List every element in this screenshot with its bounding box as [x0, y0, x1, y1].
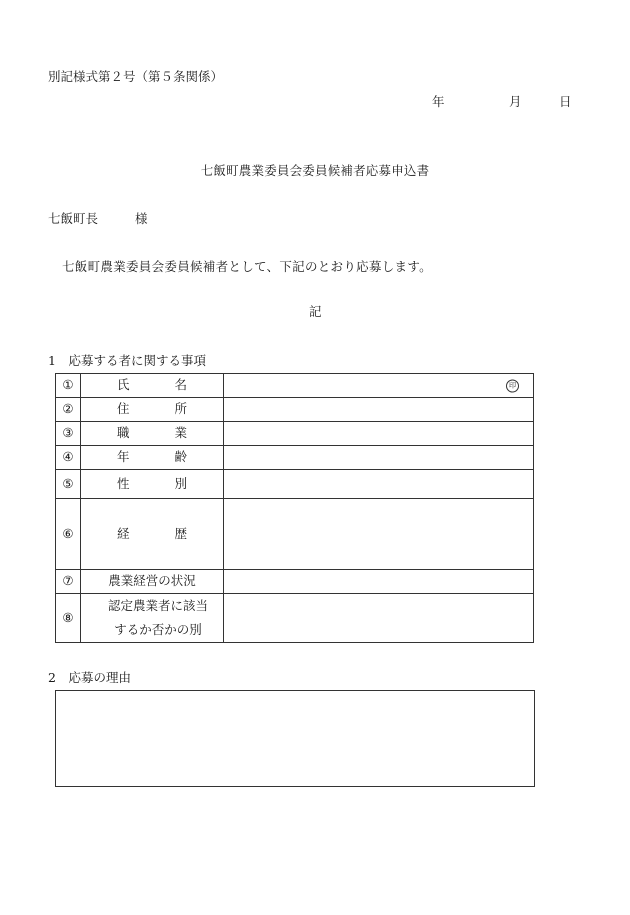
table-row-age [56, 446, 534, 470]
label-char: 歴 [174, 525, 187, 541]
label-char: 住 [117, 401, 130, 417]
row-number: ⑦ [56, 570, 81, 594]
addressee-honorific: 様 [135, 211, 148, 226]
row-label: 農業経営の状況 [81, 570, 224, 594]
label-char: 職 [117, 425, 130, 441]
table-row-farm-status [56, 570, 534, 594]
date-month-label: 月 [509, 94, 522, 109]
row-number: ② [56, 398, 81, 422]
row-number: ① [56, 374, 81, 398]
row-label [81, 594, 224, 643]
age-field[interactable] [224, 446, 534, 470]
date-year-label: 年 [432, 94, 445, 109]
row-label [81, 374, 224, 398]
table-row-address [56, 398, 534, 422]
applicant-table [55, 373, 534, 643]
row-label [81, 422, 224, 446]
seal-icon: 印 [506, 379, 519, 392]
label-char: 氏 [117, 377, 130, 393]
reason-field[interactable] [55, 690, 535, 787]
form-reference: 別記様式第２号（第５条関係） [48, 69, 224, 84]
career-field[interactable] [224, 499, 534, 570]
label-char: 齢 [174, 449, 187, 465]
label-char: 名 [174, 377, 187, 393]
row-number: ③ [56, 422, 81, 446]
name-field[interactable] [224, 374, 534, 398]
certified-farmer-field[interactable] [224, 594, 534, 643]
label-line: 認定農業者に該当 [107, 598, 208, 613]
row-number: ④ [56, 446, 81, 470]
label-char: 経 [117, 525, 130, 541]
table-row-occupation [56, 422, 534, 446]
row-number: ⑤ [56, 470, 81, 499]
gender-field[interactable] [224, 470, 534, 499]
row-label [81, 470, 224, 499]
row-label [81, 398, 224, 422]
label-line: するか否かの別 [114, 622, 202, 637]
row-number: ⑧ [56, 594, 81, 643]
section1-heading: 1 応募する者に関する事項 [48, 353, 206, 368]
row-label [81, 499, 224, 570]
occupation-field[interactable] [224, 422, 534, 446]
document-title: 七飯町農業委員会委員候補者応募申込書 [200, 163, 430, 178]
table-row-certified-farmer [56, 594, 534, 643]
label-char: 所 [174, 401, 187, 417]
row-label [81, 446, 224, 470]
intro-statement: 七飯町農業委員会委員候補者として、下記のとおり応募します。 [62, 259, 432, 274]
table-row-gender [56, 470, 534, 499]
section2-heading: 2 応募の理由 [48, 670, 131, 685]
row-number: ⑥ [56, 499, 81, 570]
label-char: 性 [117, 475, 130, 491]
table-row-name [56, 374, 534, 398]
label-char: 年 [117, 449, 130, 465]
address-field[interactable] [224, 398, 534, 422]
addressee-name: 七飯町長 [48, 211, 99, 226]
label-char: 業 [174, 425, 187, 441]
date-day-label: 日 [559, 94, 572, 109]
farm-status-field[interactable] [224, 570, 534, 594]
table-row-career [56, 499, 534, 570]
ki-heading: 記 [309, 304, 322, 319]
label-char: 別 [174, 475, 187, 491]
